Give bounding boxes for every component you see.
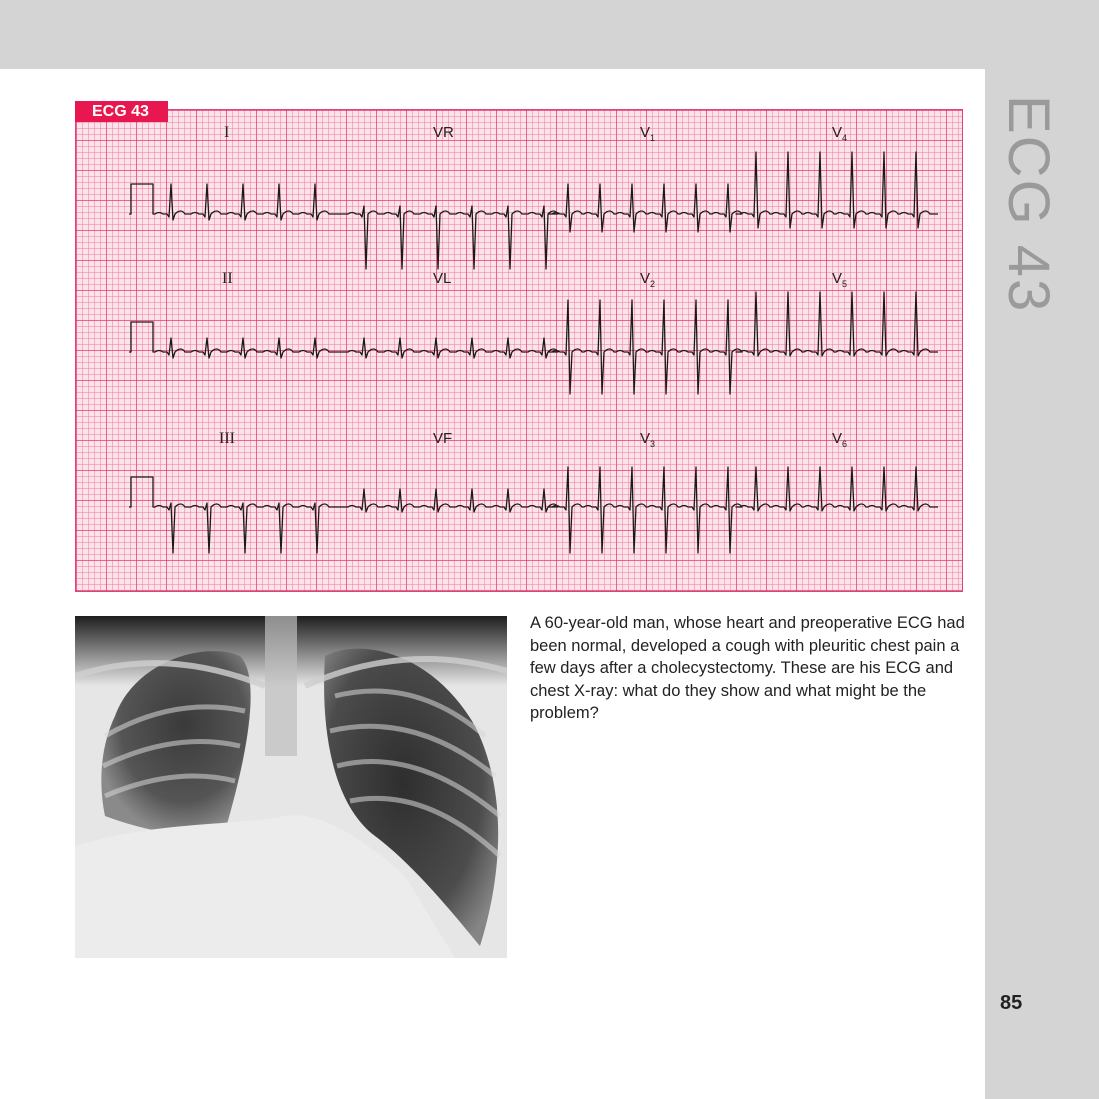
page-number: 85	[1000, 992, 1023, 1014]
lead-label-v2: $V_2$	[640, 270, 656, 289]
lead-label-ii: II	[222, 270, 233, 287]
top-band	[0, 0, 1099, 69]
ecg-row-trace	[129, 467, 938, 553]
lead-label-v4: $V_4$	[832, 124, 848, 143]
ecg-strip	[75, 109, 963, 592]
lead-label-iii: III	[219, 430, 235, 447]
ecg-tag: ECG 43	[75, 101, 168, 122]
lead-label-vf: VF	[433, 430, 453, 447]
lead-label-vl: VL	[433, 270, 452, 287]
ecg-traces	[76, 110, 964, 593]
ecg-row-trace	[129, 292, 938, 394]
lead-label-i: I	[224, 124, 230, 141]
chest-xray-drawing	[75, 616, 507, 958]
lead-label-v1: $V_1$	[640, 124, 656, 143]
lead-label-v6: $V_6$	[832, 430, 848, 449]
case-description: A 60-year-old man, whose heart and preoperative ECG had been normal, developed a cough with pleuritic chest pain a few days after a cholecystectomy. These are his ECG and chest X-ray: what do they show and what might be the problem?	[530, 614, 965, 722]
lead-label-vr: VR	[433, 124, 454, 141]
lead-label-v3: $V_3$	[640, 430, 656, 449]
chest-xray-image	[75, 616, 507, 958]
ecg-row-trace	[129, 152, 938, 269]
lead-label-v5: $V_5$	[832, 270, 848, 289]
side-title: ECG 43	[996, 95, 1061, 314]
